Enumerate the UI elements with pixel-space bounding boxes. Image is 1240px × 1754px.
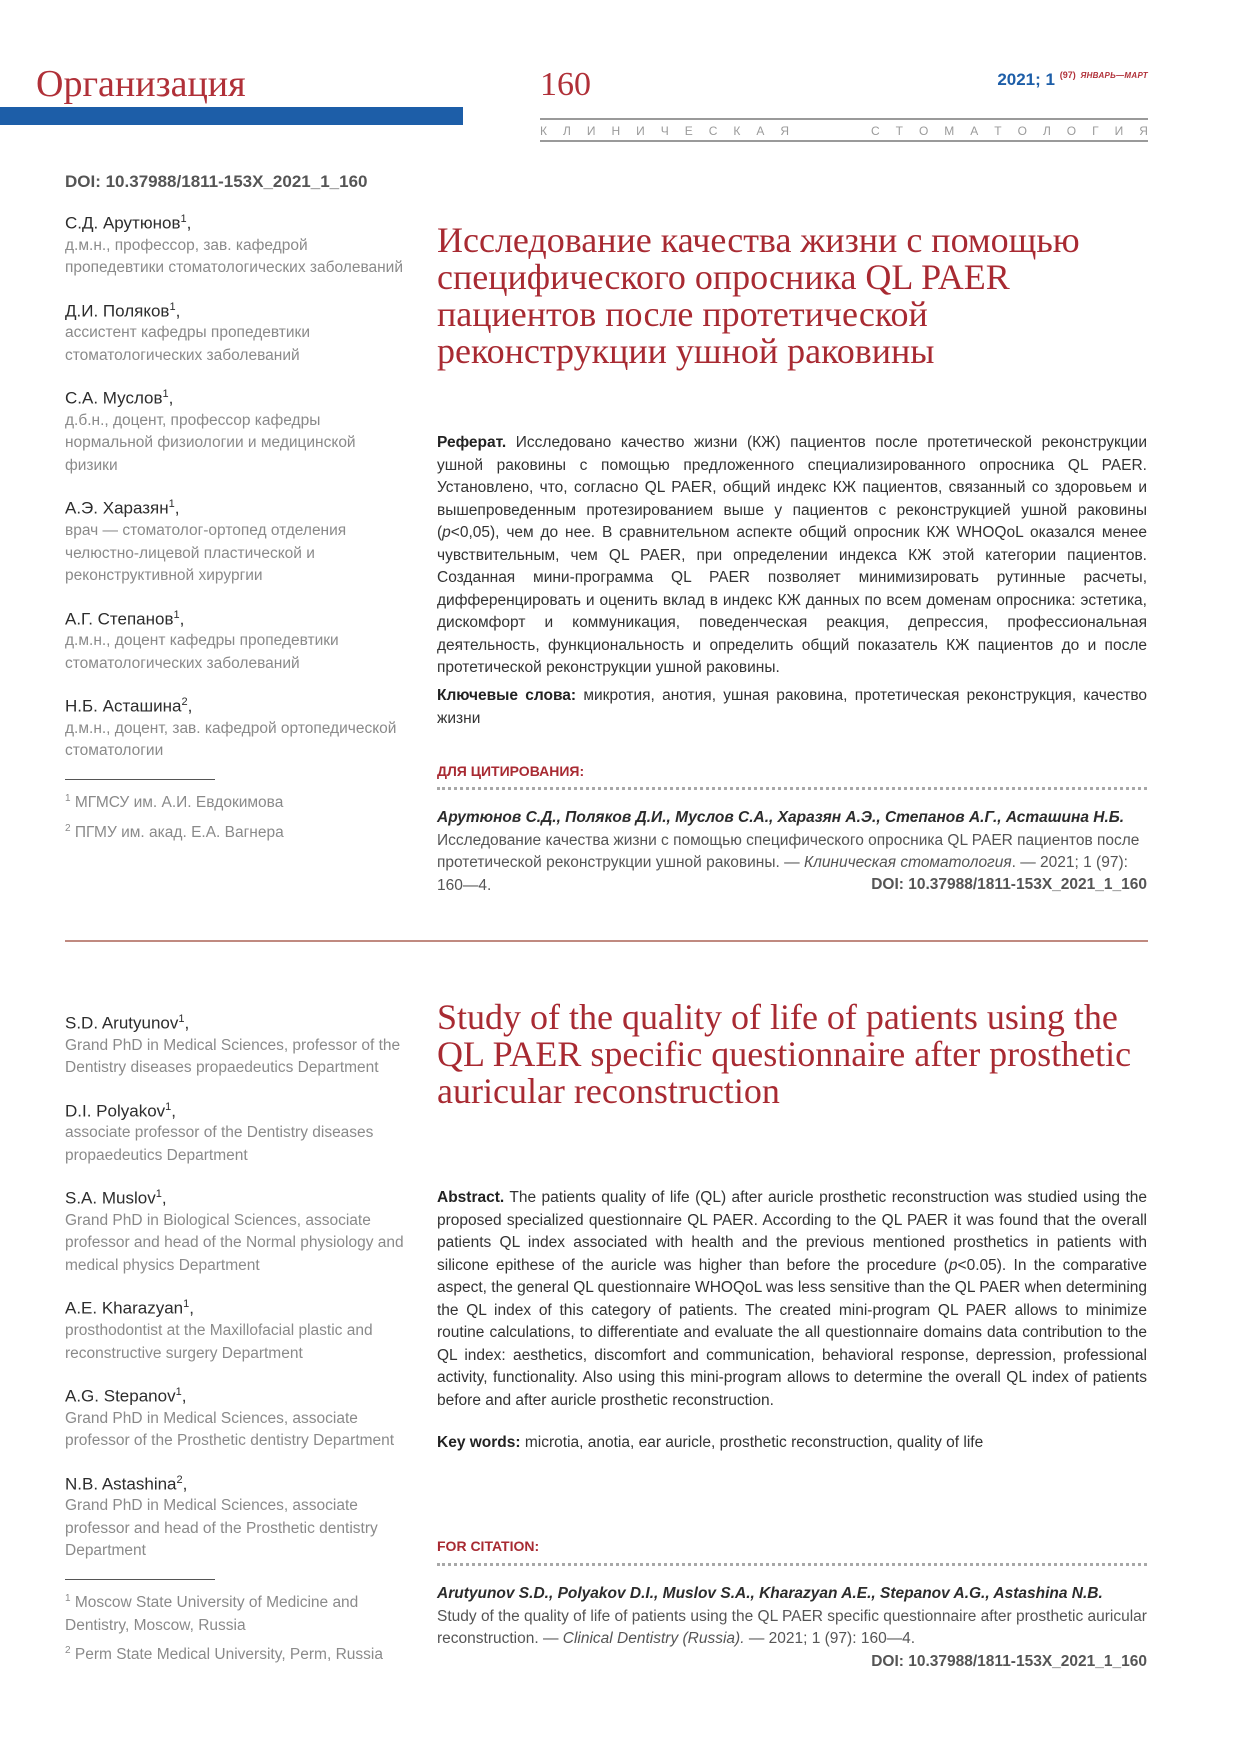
en-keywords <box>437 1432 1147 1455</box>
author-name: С.А. Муслов <box>65 388 163 408</box>
author-affiliation-mark: 1 <box>162 388 169 401</box>
author-affiliation-mark: 1 <box>173 608 180 621</box>
ru-author-list <box>65 208 405 847</box>
ru-article-title: Исследование качества жизни с помощью специфического опросника QL PAER пациентов после протетической реконструкции ушной раковины <box>437 220 1080 371</box>
citation-tail: — 2021; 1 (97): 160—4. <box>744 1630 916 1647</box>
p-symbol: p <box>948 1256 958 1274</box>
journal-name <box>540 124 1148 138</box>
keywords-text: микротия, анотия, ушная раковина, протетическая реконструкция, качество жизни <box>437 687 1148 727</box>
footnote-text: Perm State Medical University, Perm, Russia <box>74 1646 383 1664</box>
abstract-text: The patients quality of life (QL) after auricle prosthetic reconstruction was studied using the proposed specialized questionnaire QL PAER. According to the QL PAER it was found that the overall patients QL index associated with health and the previous mentioned prosthetics in patients with silicone epithese of the auricle was higher than before the procedure ( <box>437 1189 1147 1274</box>
keywords-text: microtia, anotia, ear auricle, prosthetic reconstruction, quality of life <box>524 1434 984 1451</box>
author-position: Grand PhD in Medical Sciences, professor of the Dentistry diseases propaedeutics Department <box>65 1036 401 1077</box>
author-item: D.I. Polyakov$^1$, associate professor of the Dentistry diseases propaedeutics Department <box>65 1096 405 1168</box>
author-item: С.А. Муслов$^1$, д.б.н., доцент, профессор кафедры нормальной физиологии и медицинской физики <box>65 383 405 477</box>
citation-dotted-rule <box>437 787 1147 790</box>
journal-letter: Л <box>562 124 571 138</box>
footnote-text: ПГМУ им. акад. Е.А. Вагнера <box>74 823 284 841</box>
author-name: С.Д. Арутюнов <box>65 213 181 233</box>
affiliation-footnote <box>65 818 405 845</box>
author-affiliation-mark: 1 <box>155 1188 162 1201</box>
issue-year: 2021; 1 <box>997 70 1055 89</box>
keywords-label: Key words: <box>437 1434 521 1451</box>
citation-dotted-rule <box>437 1563 1147 1566</box>
author-position: д.м.н., профессор, зав. кафедрой пропедевтики стоматологических заболеваний <box>65 236 404 277</box>
author-name: А.Г. Степанов <box>65 609 174 629</box>
author-name: A.E. Kharazyan <box>65 1299 184 1319</box>
journal-letter: Т <box>895 124 903 138</box>
citation-authors: Arutyunov S.D., Polyakov D.I., Muslov S.A., Kharazyan A.E., Stepanov A.G., Astashina N.B. <box>437 1585 1103 1602</box>
author-name: N.B. Astashina <box>65 1474 177 1494</box>
en-citation-heading: FOR CITATION: <box>437 1538 540 1554</box>
journal-letter: Я <box>780 124 790 138</box>
author-position: prosthodontist at the Maxillofacial plastic and reconstructive surgery Department <box>65 1322 373 1362</box>
abstract-label: Abstract. <box>437 1189 505 1206</box>
issue-info <box>997 70 1148 90</box>
section-title: Организация <box>36 63 246 105</box>
journal-letter: К <box>540 124 547 138</box>
journal-letter: С <box>870 124 880 138</box>
author-position: ассистент кафедры пропедевтики стоматологических заболеваний <box>65 324 310 364</box>
journal-letter: М <box>944 124 955 138</box>
author-item: S.A. Muslov$^1$, Grand PhD in Biological Sciences, associate professor and head of the Normal physiology and medical physics Department <box>65 1183 405 1277</box>
journal-letter: И <box>586 124 596 138</box>
en-author-list <box>65 1008 405 1670</box>
author-name: A.G. Stepanov <box>65 1386 176 1406</box>
author-item: A.E. Kharazyan$^1$, prosthodontist at the Maxillofacial plastic and reconstructive surgery Department <box>65 1293 405 1365</box>
author-name: Н.Б. Асташина <box>65 696 182 716</box>
author-item: А.Э. Харазян$^1$, врач — стоматолог-ортопед отделения челюстно-лицевой пластической и реконструктивной хирургии <box>65 493 405 587</box>
footnote-rule <box>65 779 215 780</box>
citation-journal: Клиническая стоматология <box>803 854 1012 871</box>
page-number: 160 <box>540 66 591 103</box>
author-name: S.D. Arutyunov <box>65 1013 179 1033</box>
header-rule-bottom <box>540 140 1148 142</box>
footnote-mark: 1 <box>65 792 71 804</box>
author-item: С.Д. Арутюнов$^1$, д.м.н., профессор, зав. кафедрой пропедевтики стоматологических заболеваний <box>65 208 405 280</box>
en-article-title: Study of the quality of life of patients using the QL PAER specific questionnaire after prosthetic auricular reconstruction <box>437 997 1132 1111</box>
journal-letter: С <box>708 124 718 138</box>
author-position: врач — стоматолог-ортопед отделения челюстно-лицевой пластической и реконструктивной хирургии <box>65 522 347 585</box>
journal-letter: Я <box>1139 124 1148 138</box>
author-affiliation-mark: 2 <box>176 1473 183 1486</box>
en-citation <box>437 1583 1147 1651</box>
author-affiliation-mark: 1 <box>175 1386 182 1399</box>
affiliation-footnote <box>65 1640 405 1667</box>
journal-letter: К <box>733 124 741 138</box>
footnote-text: Moscow State University of Medicine and Dentistry, Moscow, Russia <box>65 1594 359 1634</box>
affiliation-footnote <box>65 788 405 815</box>
author-item: Н.Б. Асташина$^2$, д.м.н., доцент, зав. кафедрой ортопедической стоматологии <box>65 691 405 763</box>
abstract-text-cont: <0.05). In the comparative aspect, the general QL questionnaire WHOQoL was less sensitive than the QL PAER when determining the QL index of this category of patients. The created mini-program QL PAER allows to minimize routine calculations, to differentiate and evaluate the all questionnaire domains data contribution to the QL index: aesthetics, discomfort and communication, behavioral response, depression, professional activity, functionality. Also using this mini-program allows to determine the overall QL index of patients before and after auricle prosthetic reconstruction. <box>437 1256 1147 1409</box>
footnote-mark: 2 <box>65 1645 71 1657</box>
journal-letter: И <box>636 124 645 138</box>
author-name: D.I. Polyakov <box>65 1101 166 1121</box>
footnote-mark: 1 <box>65 1592 71 1604</box>
citation-tail: . — 2021; 1 (97): 160—4. <box>437 854 1128 894</box>
journal-letter: О <box>1017 124 1027 138</box>
ru-abstract <box>437 432 1147 680</box>
author-position: д.м.н., доцент, зав. кафедрой ортопедической стоматологии <box>65 719 397 760</box>
footnote-rule <box>65 1579 215 1580</box>
author-item: S.D. Arutyunov$^1$, Grand PhD in Medical Sciences, professor of the Dentistry diseases propaedeutics Department <box>65 1008 405 1080</box>
journal-letter: Ч <box>660 124 669 138</box>
abstract-text: Исследовано качество жизни (КЖ) пациентов после протетической реконструкции ушной раковины с помощью предложенного специализированного опросника QL PAER. Установлено, что, согласно QL PAER, общий индекс КЖ пациентов, связанный со здоровьем и вышепроведенным протезированием выше у пациентов с реконструкцией ушной раковины ( <box>437 434 1147 541</box>
author-position: Grand PhD in Medical Sciences, associate professor and head of the Prosthetic dentistry Department <box>65 1497 378 1560</box>
author-position: д.б.н., доцент, профессор кафедры нормальной физиологии и медицинской физики <box>65 411 356 474</box>
doi: DOI: 10.37988/1811-153X_2021_1_160 <box>65 172 368 191</box>
issue-months: ЯНВАРЬ—МАРТ <box>1080 71 1148 80</box>
issue-number: (97) <box>1059 70 1076 80</box>
footnote-mark: 2 <box>65 822 71 834</box>
author-affiliation-mark: 1 <box>178 1013 185 1025</box>
author-affiliation-mark: 1 <box>183 1298 190 1311</box>
footnote-text: МГМСУ им. А.И. Евдокимова <box>74 794 284 812</box>
author-position: associate professor of the Dentistry diseases propaedeutics Department <box>65 1124 374 1164</box>
author-item: A.G. Stepanov$^1$, Grand PhD in Medical Sciences, associate professor of the Prosthetic dentistry Department <box>65 1381 405 1453</box>
author-affiliation-mark: 1 <box>168 498 175 511</box>
citation-authors: Арутюнов С.Д., Поляков Д.И., Муслов С.А., Харазян А.Э., Степанов А.Г., Асташина Н.Б. <box>437 809 1125 826</box>
journal-letter: И <box>1114 124 1124 138</box>
en-abstract <box>437 1187 1147 1412</box>
journal-letter: Т <box>994 124 1002 138</box>
ru-keywords <box>437 685 1147 730</box>
journal-letter: О <box>1066 124 1077 138</box>
author-name: Д.И. Поляков <box>65 301 170 321</box>
journal-letter: Г <box>1092 124 1099 138</box>
author-affiliation-mark: 1 <box>180 213 187 225</box>
author-item: Д.И. Поляков$^1$, ассистент кафедры пропедевтики стоматологических заболеваний <box>65 296 405 368</box>
citation-text: Study of the quality of life of patients using the QL PAER specific questionnaire after prosthetic auricular reconstruction. — <box>437 1607 1147 1647</box>
author-position: Grand PhD in Medical Sciences, associate professor of the Prosthetic dentistry Department <box>65 1409 395 1450</box>
author-affiliation-mark: 1 <box>169 300 176 313</box>
journal-letter: А <box>970 124 979 138</box>
section-accent-bar <box>0 107 463 125</box>
citation-journal: Clinical Dentistry (Russia). <box>562 1630 745 1647</box>
journal-letter: Е <box>684 124 693 138</box>
abstract-text-cont: <0,05), чем до нее. В сравнительном аспекте общий опросник КЖ WHOQoL оказался менее чувствительным, чем QL PAER, при определении индекса КЖ этой категории пациентов. Созданная мини-программа QL PAER позволяет минимизировать рутинные расчеты, дифференцировать и оценить вклад в индекс КЖ данных по всем доменам опросника: эстетика, дискомфорт и коммуникация, поведенческая реакция, депрессия, профессиональная деятельность, функциональность и определить общий показатель КЖ пациентов до и после протетической реконструкции ушной раковины. <box>437 524 1147 676</box>
affiliation-footnote <box>65 1588 405 1637</box>
journal-letter: Л <box>1042 124 1051 138</box>
author-item: А.Г. Степанов$^1$, д.м.н., доцент кафедры пропедевтики стоматологических заболеваний <box>65 604 405 676</box>
ru-citation-heading: ДЛЯ ЦИТИРОВАНИЯ: <box>437 763 585 779</box>
author-affiliation-mark: 1 <box>165 1100 172 1113</box>
ru-citation-doi: DOI: 10.37988/1811-153X_2021_1_160 <box>871 876 1147 893</box>
keywords-label: Ключевые слова: <box>437 687 577 704</box>
journal-letter: О <box>918 124 929 138</box>
author-name: А.Э. Харазян <box>65 499 169 519</box>
journal-letter: Н <box>611 124 621 138</box>
author-affiliation-mark: 2 <box>181 696 188 709</box>
en-citation-doi: DOI: 10.37988/1811-153X_2021_1_160 <box>871 1653 1147 1670</box>
author-position: д.м.н., доцент кафедры пропедевтики стоматологических заболеваний <box>65 632 339 672</box>
section-divider <box>65 940 1148 942</box>
author-name: S.A. Muslov <box>65 1188 156 1208</box>
author-position: Grand PhD in Biological Sciences, associate professor and head of the Normal physiology and medical physics Department <box>65 1211 404 1274</box>
journal-word-gap <box>805 124 855 138</box>
author-item: N.B. Astashina$^2$, Grand PhD in Medical Sciences, associate professor and head of the Prosthetic dentistry Department <box>65 1469 405 1563</box>
header-rule-top <box>540 118 1148 120</box>
p-symbol: p <box>442 524 451 541</box>
journal-letter: А <box>756 124 765 138</box>
abstract-label: Реферат. <box>437 434 507 451</box>
citation-text: Исследование качества жизни с помощью специфического опросника QL PAER пациентов после протетической реконструкции ушной раковины. — <box>437 831 1140 871</box>
